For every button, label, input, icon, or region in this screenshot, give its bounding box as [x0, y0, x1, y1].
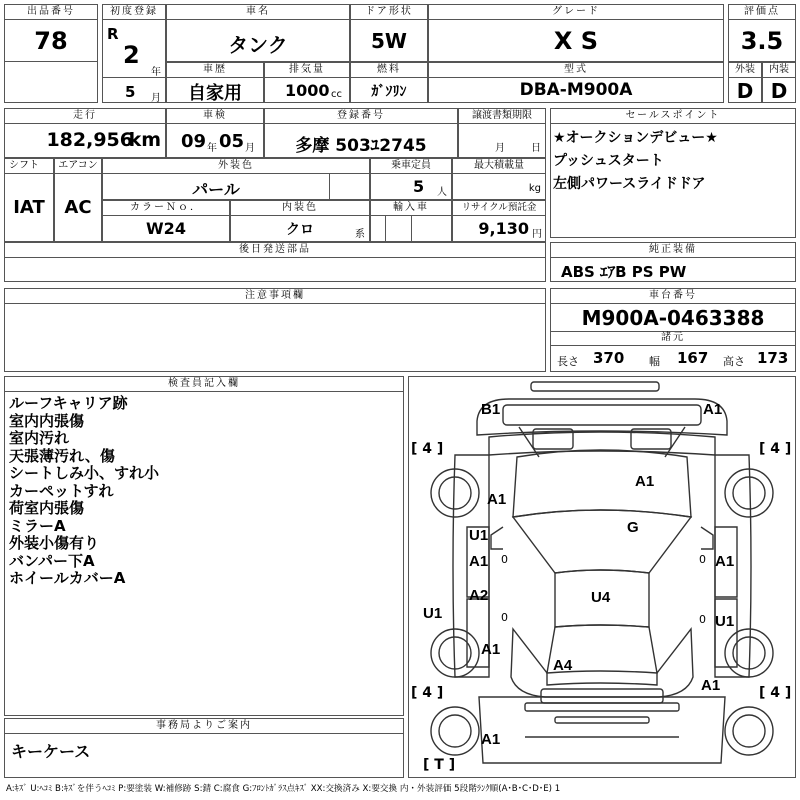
fuel: ｶﾞｿﾘﾝ [371, 84, 407, 100]
color-number: W24 [146, 219, 186, 238]
capacity-label: 乗車定員 [371, 159, 451, 174]
int-score: D [770, 79, 788, 103]
fuel-box [350, 62, 428, 103]
door-type-label: ドア形状 [351, 5, 427, 20]
shift-label: シフト [5, 159, 53, 174]
model: DBA-M900A [519, 80, 633, 100]
damage-zero-rear-right: 0 [699, 613, 706, 626]
hood-outline [513, 450, 691, 517]
lot-number: 78 [34, 27, 68, 55]
inspector-note: 天張薄汚れ、傷 [9, 446, 115, 465]
damage-a1-rear-quarter-left: A1 [481, 641, 501, 658]
sales-point-3: 左側パワースライドドア [553, 176, 706, 192]
spare-tire-right [725, 707, 773, 755]
car-name-label: 車名 [167, 5, 349, 20]
damage-u1-rear-door-right: U1 [715, 613, 735, 630]
chassis-label: 車台番号 [551, 289, 795, 304]
transfer-deadline-label: 譲渡書類期限 [459, 109, 545, 124]
later-parts-label: 後日発送部品 [5, 243, 545, 258]
transfer-day-unit: 日 [531, 143, 541, 154]
int-score-label: 内装 [763, 63, 795, 78]
inspection-box [166, 108, 264, 158]
damage-zero-rear-left: 0 [501, 611, 508, 624]
inspector-note: 室内内張傷 [9, 411, 85, 430]
genuine-equipment-label: 純正装備 [551, 243, 795, 258]
grade-label: グレード [429, 5, 723, 20]
import-box [370, 200, 452, 242]
damage-a1-front-right: A1 [703, 401, 723, 418]
sales-point-1: ★オークションデビュー★ [553, 130, 718, 146]
aircon-box [54, 158, 102, 242]
int-color: クロ [286, 222, 314, 238]
history: 自家用 [188, 83, 242, 104]
damage-a1-fender-left: A1 [487, 491, 507, 508]
mirror-right [701, 527, 713, 549]
windshield-outline [513, 510, 691, 573]
reg-year: 2 [123, 41, 140, 69]
shift: IAT [13, 197, 45, 218]
height: 173 [757, 349, 789, 367]
int-color-box [230, 200, 370, 242]
color-number-label: カラーＮｏ． [103, 201, 229, 216]
reg-number: 多摩 503ﾕ2745 [295, 136, 427, 156]
damage-a1-front-door-left: A1 [469, 553, 489, 570]
mileage-label: 走行 [5, 109, 165, 124]
inspector-note: 外装小傷有り [9, 534, 100, 552]
inspector-note: シートしみ小、すれ小 [9, 464, 160, 482]
damage-u1-front-door-left: U1 [469, 527, 489, 544]
mirror-left [491, 527, 503, 549]
mileage-unit: km [128, 129, 161, 151]
sales-point-label: セールスポイント [551, 109, 795, 124]
tire-indicator-rear-left: [ 4 ] [411, 685, 444, 701]
genuine-equipment-box [550, 242, 796, 282]
ext-score-label: 外装 [729, 63, 761, 78]
aircon: AC [64, 197, 92, 218]
later-parts-box [4, 242, 546, 282]
transfer-month-unit: 月 [495, 143, 505, 154]
inspector-note: ミラーA [9, 516, 66, 535]
office-box [4, 718, 404, 778]
first-registration-box [102, 4, 166, 103]
grade: X S [553, 27, 599, 55]
tire-indicator-front-left: [ 4 ] [411, 441, 444, 457]
inspector-notes [9, 395, 159, 588]
max-load-label: 最大積載量 [453, 159, 545, 174]
score: 3.5 [740, 27, 784, 55]
int-score-box [762, 62, 796, 103]
ext-color-box [102, 158, 370, 200]
model-box [428, 62, 724, 103]
door-type-box [350, 4, 428, 62]
chassis-number: M900A-0463388 [581, 306, 765, 330]
first-registration-label: 初度登録 [103, 5, 165, 20]
capacity-unit: 人 [437, 187, 447, 198]
transfer-deadline-box [458, 108, 546, 158]
inspection-year: 09 [181, 131, 207, 152]
inspector-note: バンパー下A [9, 551, 95, 570]
spare-tire-indicator: [ T ] [423, 757, 456, 773]
inspection-month-unit: 月 [245, 143, 255, 154]
capacity: 5 [413, 177, 425, 196]
era: R [107, 25, 119, 43]
inspection-year-unit: 年 [207, 143, 217, 154]
length-label: 長さ [557, 355, 579, 368]
int-color-label: 内装色 [231, 201, 369, 216]
legend: A:ｷｽﾞ U:ﾍｺﾐ B:ｷｽﾞを伴うﾍｺﾐ P:要塗装 W:補修跡 S:錆 C:腐食 G:ﾌﾛﾝﾄｶﾞﾗｽ点ｷｽﾞ XX:交換済み X:要交換 内・外装評価 5段階ﾗﾝｸ順(A･B･C･D･E) 1 [6, 784, 561, 794]
recycle-unit: 円 [532, 229, 542, 240]
reg-number-box [264, 108, 458, 158]
damage-a4-rear-glass: A4 [553, 657, 573, 674]
hood-top-outline [489, 432, 715, 455]
inspector-note: 室内汚れ [9, 429, 70, 447]
width: 167 [677, 349, 709, 367]
import-label: 輸入車 [371, 201, 451, 216]
roof-bar-top [531, 382, 659, 391]
color-number-box [102, 200, 230, 242]
mileage: 182,956 [46, 129, 133, 151]
displacement-box [264, 62, 350, 103]
tire-indicator-rear-right: [ 4 ] [759, 685, 792, 701]
ext-score-box [728, 62, 762, 103]
reg-number-label: 登録番号 [265, 109, 457, 124]
back-door-outline [479, 697, 725, 763]
reg-month: 5 [125, 83, 136, 101]
damage-a1-rear-quarter-right: A1 [701, 677, 721, 694]
fuel-label: 燃料 [351, 63, 427, 78]
sales-point-box [550, 108, 796, 238]
model-label: 型式 [429, 63, 723, 78]
length: 370 [593, 349, 625, 367]
inspector-note: ホイールカバーA [9, 569, 126, 587]
inspector-note: ルーフキャリア跡 [9, 394, 128, 412]
tire-indicator-front-right: [ 4 ] [759, 441, 792, 457]
damage-a1-rear-bumper: A1 [481, 731, 501, 748]
displacement-label: 排気量 [265, 63, 349, 78]
recycle-box [452, 200, 546, 242]
door-type: 5W [371, 29, 407, 53]
front-bumper-inner [503, 405, 701, 425]
inspector-label: 検査員記入欄 [5, 377, 403, 392]
sales-point-2: プッシュスタート [553, 153, 664, 169]
height-label: 高さ [723, 355, 745, 368]
office-label: 事務局よりご案内 [5, 719, 403, 734]
ext-color-label: 外装色 [103, 159, 369, 174]
inspector-note: 荷室内張傷 [9, 499, 85, 517]
int-color-unit: 系 [355, 229, 365, 240]
displacement: 1000 [285, 81, 330, 100]
ext-color: パール [192, 180, 240, 199]
chassis-box [550, 288, 796, 372]
car-diagram-box [408, 376, 796, 778]
ext-score: D [736, 79, 754, 103]
month-unit: 月 [151, 93, 161, 104]
damage-a1-front-door-right: A1 [715, 553, 735, 570]
recycle: 9,130 [478, 219, 529, 238]
shift-box [4, 158, 54, 242]
office-note: キーケース [11, 742, 91, 761]
rear-bumper-inner [541, 689, 663, 703]
grade-box [428, 4, 724, 62]
damage-a2-rear-door-left: A2 [469, 587, 489, 604]
damage-g-windshield: G [627, 519, 639, 536]
max-load-box [452, 158, 546, 200]
width-label: 幅 [649, 355, 660, 368]
lot-number-box [4, 4, 98, 103]
rear-bumper-bottom [525, 703, 679, 711]
inspector-note: カーペットすれ [9, 481, 114, 500]
damage-zero-front-left: 0 [501, 553, 508, 566]
damage-a1-hood: A1 [635, 473, 655, 490]
max-load-unit: kg [528, 183, 541, 194]
car-name: タンク [228, 33, 288, 57]
lot-number-label: 出品番号 [5, 5, 97, 20]
notes-box [4, 288, 546, 372]
damage-b1-front-left: B1 [481, 401, 501, 418]
year-unit: 年 [151, 67, 161, 78]
inspection-label: 車検 [167, 109, 263, 124]
damage-u4-roof: U4 [591, 589, 611, 606]
score-label: 評価点 [729, 5, 795, 20]
history-label: 車歴 [167, 63, 263, 78]
aircon-label: エアコン [55, 159, 101, 174]
spare-tire-left [431, 707, 479, 755]
notes-label: 注意事項欄 [5, 289, 545, 304]
damage-u1-rocker-left: U1 [423, 605, 443, 622]
genuine-equipment: ABS ｴｱB PS PW [561, 263, 687, 281]
inspection-month: 05 [219, 131, 245, 152]
car-diagram [409, 377, 795, 777]
recycle-label: リサイクル預託金 [453, 201, 545, 216]
damage-zero-front-right: 0 [699, 553, 706, 566]
rear-bar-bottom [555, 717, 649, 723]
car-name-box [166, 4, 350, 62]
inspector-box [4, 376, 404, 716]
history-box [166, 62, 264, 103]
rear-body-outline [511, 629, 693, 697]
mileage-box [4, 108, 166, 158]
capacity-box [370, 158, 452, 200]
displacement-unit: cc [331, 89, 342, 100]
score-box [728, 4, 796, 62]
dims-label: 諸元 [661, 332, 685, 343]
